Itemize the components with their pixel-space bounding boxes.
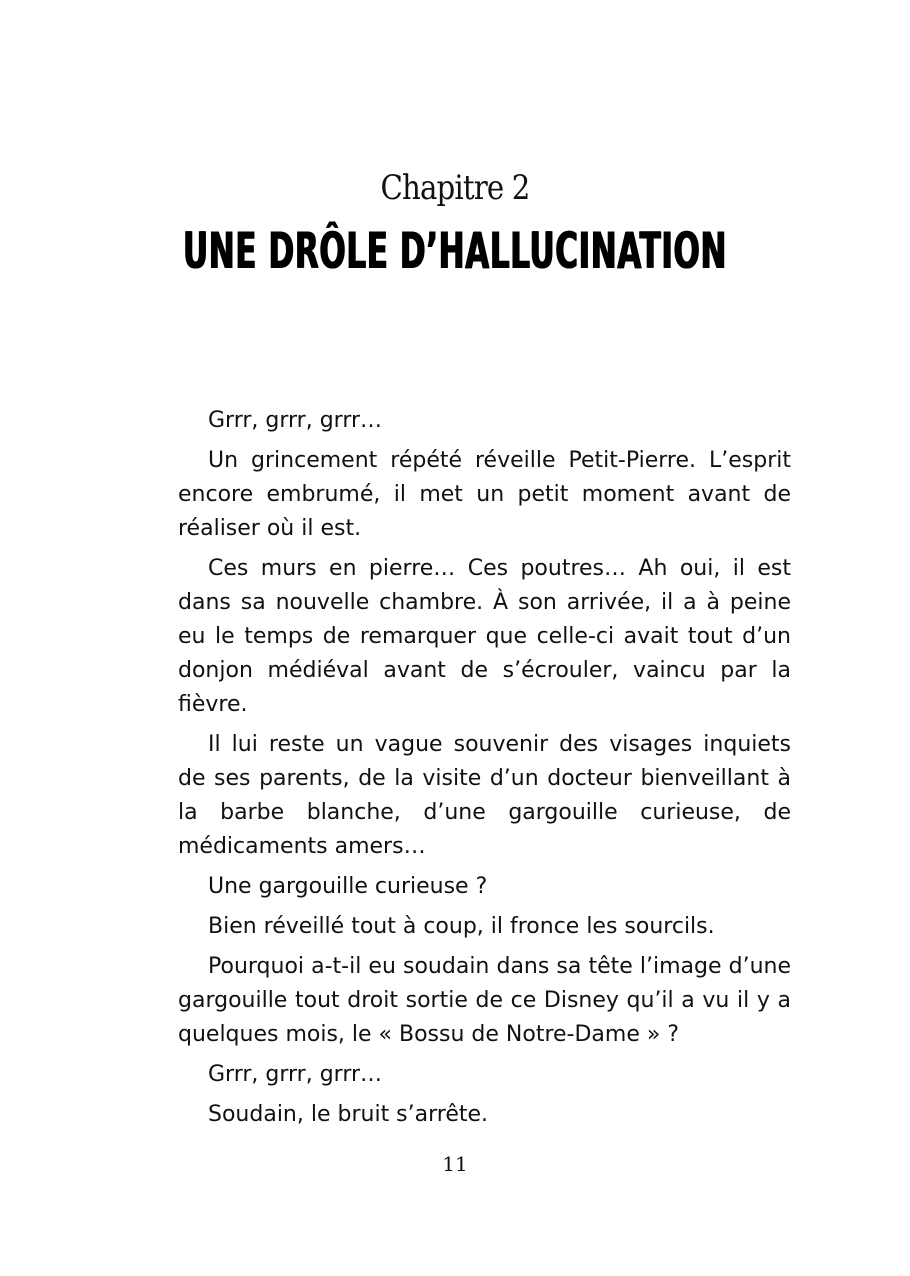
paragraph: Pourquoi a-t-il eu soudain dans sa tête l’image d’une gargouille tout droit sortie de ce Disney qu’il a vu il y a quelques mois, le « Bossu de Notre-Dame » ?: [178, 954, 791, 1047]
body-text: [178, 404, 791, 1138]
chapter-label: Chapitre 2: [380, 168, 530, 208]
paragraph: Grrr, grrr, grrr…: [208, 1062, 383, 1087]
paragraph: Grrr, grrr, grrr…: [208, 408, 383, 433]
page-number: 11: [442, 1152, 468, 1176]
paragraph: Une gargouille curieuse ?: [208, 874, 488, 899]
paragraph: Un grincement répété réveille Petit-Pierre. L’esprit encore embrumé, il met un petit moment avant de réaliser où il est.: [178, 448, 791, 541]
chapter-title: UNE DRÔLE D’HALLUCINATION: [182, 222, 728, 280]
paragraph: Ces murs en pierre… Ces poutres… Ah oui, il est dans sa nouvelle chambre. À son arrivée, il a à peine eu le temps de remarquer que celle-ci avait tout d’un donjon médiéval avant de s’écrouler, vaincu par la fièvre.: [178, 556, 791, 717]
paragraph: Bien réveillé tout à coup, il fronce les sourcils.: [208, 914, 715, 939]
paragraph: Soudain, le bruit s’arrête.: [208, 1102, 489, 1127]
paragraph: Il lui reste un vague souvenir des visages inquiets de ses parents, de la visite d’un docteur bienveillant à la barbe blanche, d’une gargouille curieuse, de médicaments amers…: [178, 732, 791, 859]
